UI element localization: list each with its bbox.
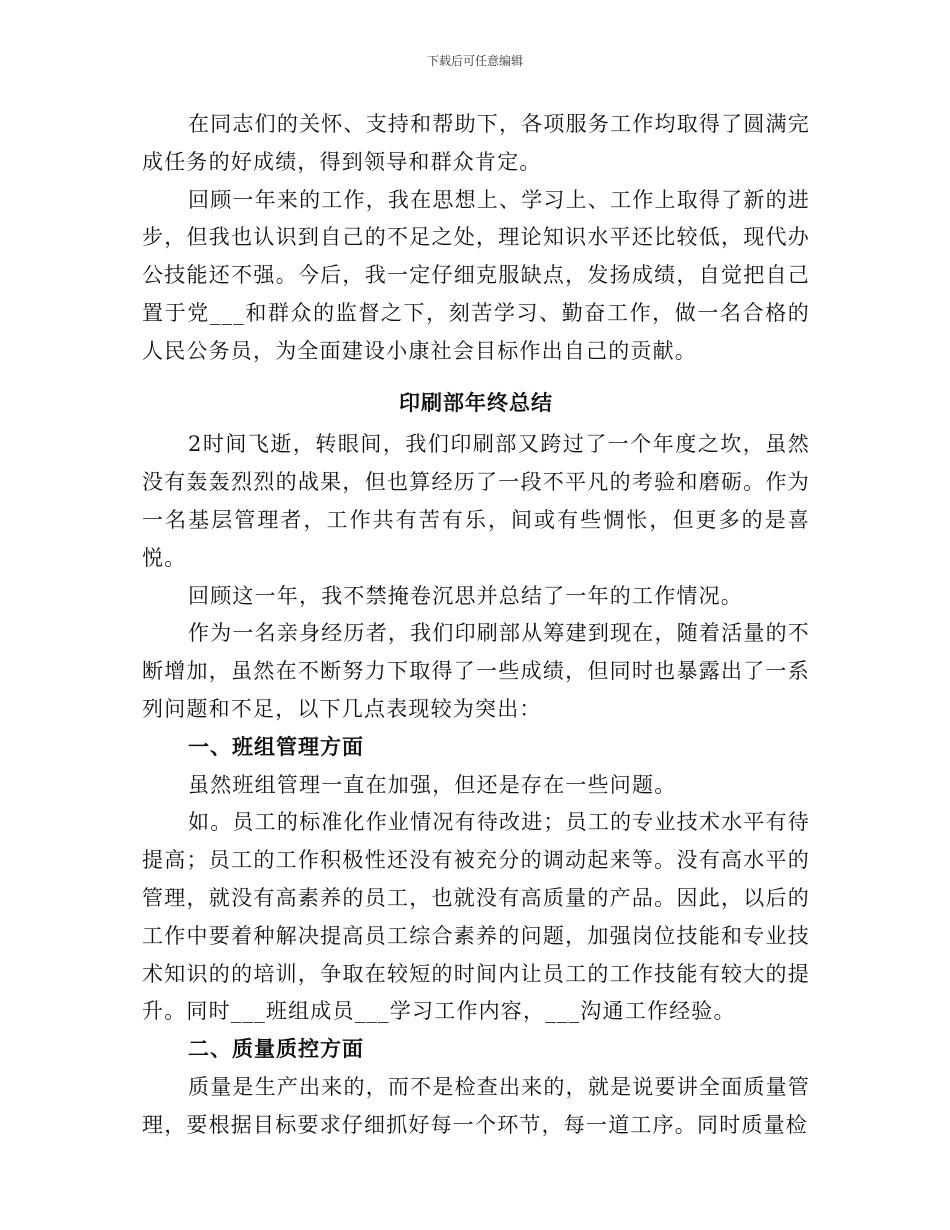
paragraph: 质量是生产出来的，而不是检查出来的，就是说要讲全面质量管理，要根据目标要求仔细抓好每一个环节，每一道工序。同时质量检 — [142, 1074, 810, 1137]
section-heading: 二、质量质控方面 — [188, 1037, 364, 1062]
paragraph: 虽然班组管理一直在加强，但还是存在一些问题。 — [188, 772, 677, 797]
paragraph: 在同志们的关怀、支持和帮助下，各项服务工作均取得了圆满完成任务的好成绩，得到领导和群众肯定。 — [142, 112, 810, 174]
paragraph: 作为一名亲身经历者，我们印刷部从筹建到现在，随着活量的不断增加，虽然在不断努力下取得了一些成绩，但同时也暴露出了一系列问题和不足，以下几点表现较为突出： — [142, 621, 810, 721]
page-header: 下载后可任意编辑 — [426, 54, 523, 68]
section-heading: 一、班组管理方面 — [188, 734, 364, 759]
paragraph: 2时间飞逝，转眼间，我们印刷部又跨过了一个年度之坎，虽然没有轰轰烈烈的战果，但也算经历了一段不平凡的考验和磨砺。作为一名基层管理者，工作共有苦有乐，间或有些惆怅，但更多的是喜悦。 — [142, 432, 810, 570]
paragraph: 如。员工的标准化作业情况有待改进；员工的专业技术水平有待提高；员工的工作积极性还没有被充分的调动起来等。没有高水平的管理，就没有高素养的员工，也就没有高质量的产品。因此，以后的工作中要着种解决提高员工综合素养的问题，加强岗位技能和专业技术知识的的培训，争取在较短的时间内让员工的工作技能有较大的提升。同时___班组成员___学习工作内容，___沟通工作经验。 — [142, 810, 810, 1024]
paragraph: 回顾一年来的工作，我在思想上、学习上、工作上取得了新的进步，但我也认识到自己的不足之处，理论知识水平还比较低，现代办公技能还不强。今后，我一定仔细克服缺点，发扬成绩，自觉把自己置于党___和群众的监督之下，刻苦学习、勤奋工作，做一名合格的人民公务员，为全面建设小康社会目标作出自己的贡献。 — [142, 187, 810, 363]
paragraph: 回顾这一年，我不禁掩卷沉思并总结了一年的工作情况。 — [188, 583, 743, 608]
document-body — [142, 106, 810, 1145]
document-title: 印刷部年终总结 — [399, 390, 553, 415]
